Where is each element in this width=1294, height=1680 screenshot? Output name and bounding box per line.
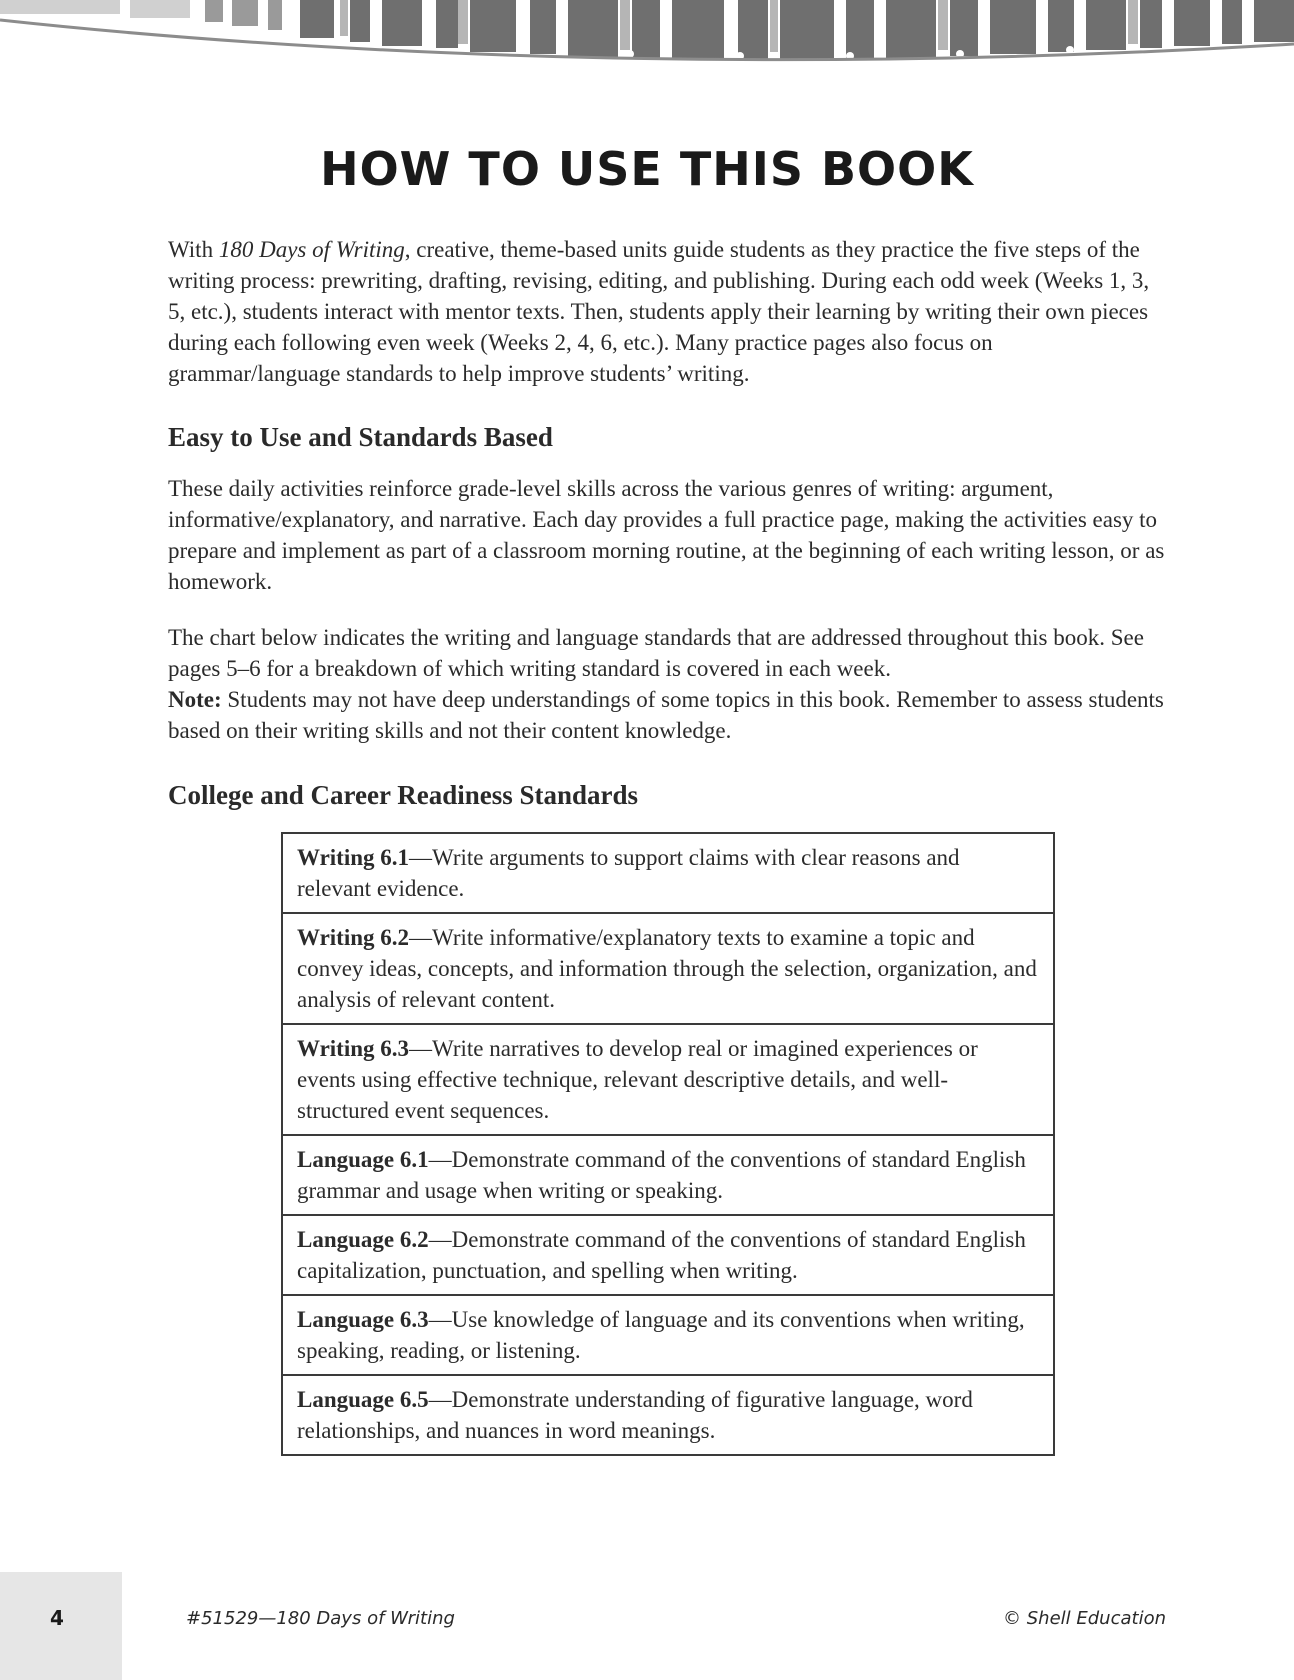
section-heading-easy-to-use: Easy to Use and Standards Based [168,422,553,452]
intro-text: , creative, theme-based units guide students as they practice the five steps of the writing process: prewriting, drafting, revising, editing, and publishing. During each odd week (Weeks 1, 3, 5, etc.), students interact with mentor texts. Then, students apply their learning by writing their own pieces during each following even week (Weeks 2, 4, 6, etc.). Many practice pages also focus on grammar/language standards to help improve students’ writing. [168,237,1150,386]
footer-product-code: #51529—180 Days of Writing [186,1608,455,1629]
table-row [283,1136,1053,1216]
standard-text: —Use knowledge of language and its conventions when writing, speaking, reading, or listening. [297,1307,1025,1363]
page-number: 4 [50,1606,64,1630]
standards-table [281,832,1055,1456]
standard-label: Language 6.1 [297,1147,429,1172]
standard-label: Writing 6.1 [297,845,410,870]
footer-copyright: © Shell Education [1003,1608,1166,1629]
decorative-banner [0,0,1294,80]
standard-text: —Write arguments to support claims with clear reasons and relevant evidence. [297,845,960,901]
standard-text: —Write informative/explanatory texts to examine a topic and convey ideas, concepts, and information through the selection, organization, and analysis of relevant content. [297,925,1037,1012]
standard-label: Language 6.3 [297,1307,429,1332]
standard-label: Language 6.5 [297,1387,429,1412]
table-row [283,914,1053,1025]
standard-text: —Demonstrate understanding of figurative language, word relationships, and nuances in word meanings. [297,1387,973,1443]
intro-prefix: With [168,237,219,262]
note-label: Note: [168,687,222,712]
page-title: HOW TO USE THIS BOOK [320,142,974,196]
standard-label: Language 6.2 [297,1227,429,1252]
note-text: Students may not have deep understandings of some topics in this book. Remember to assess students based on their writing skills and not their content knowledge. [168,687,1164,743]
section1-paragraph: These daily activities reinforce grade-level skills across the various genres of writing: argument, informative/explanatory, and narrative. Each day provides a full practice page, making the activities easy to prepare and implement as part of a classroom morning routine, at the beginning of each writing lesson, or as homework. [168,476,1165,594]
standard-text: —Write narratives to develop real or imagined experiences or events using effective technique, relevant descriptive details, and well-structured event sequences. [297,1036,978,1123]
standard-label: Writing 6.2 [297,925,410,950]
intro-paragraph [168,234,1168,389]
standard-label: Writing 6.3 [297,1036,410,1061]
section-heading-standards: College and Career Readiness Standards [168,780,639,810]
table-row [283,1376,1053,1454]
table-row [283,834,1053,914]
table-row [283,1025,1053,1136]
chart-intro-text: The chart below indicates the writing and language standards that are addressed throughout this book. See pages 5–6 for a breakdown of which writing standard is covered in each week. [168,625,1144,681]
standard-text: —Demonstrate command of the conventions of standard English grammar and usage when writing or speaking. [297,1147,1026,1203]
standard-text: —Demonstrate command of the conventions of standard English capitalization, punctuation, and spelling when writing. [297,1227,1026,1283]
chart-intro-paragraph [168,622,1168,746]
table-row [283,1216,1053,1296]
table-row [283,1296,1053,1376]
book-title: 180 Days of Writing [218,237,405,262]
